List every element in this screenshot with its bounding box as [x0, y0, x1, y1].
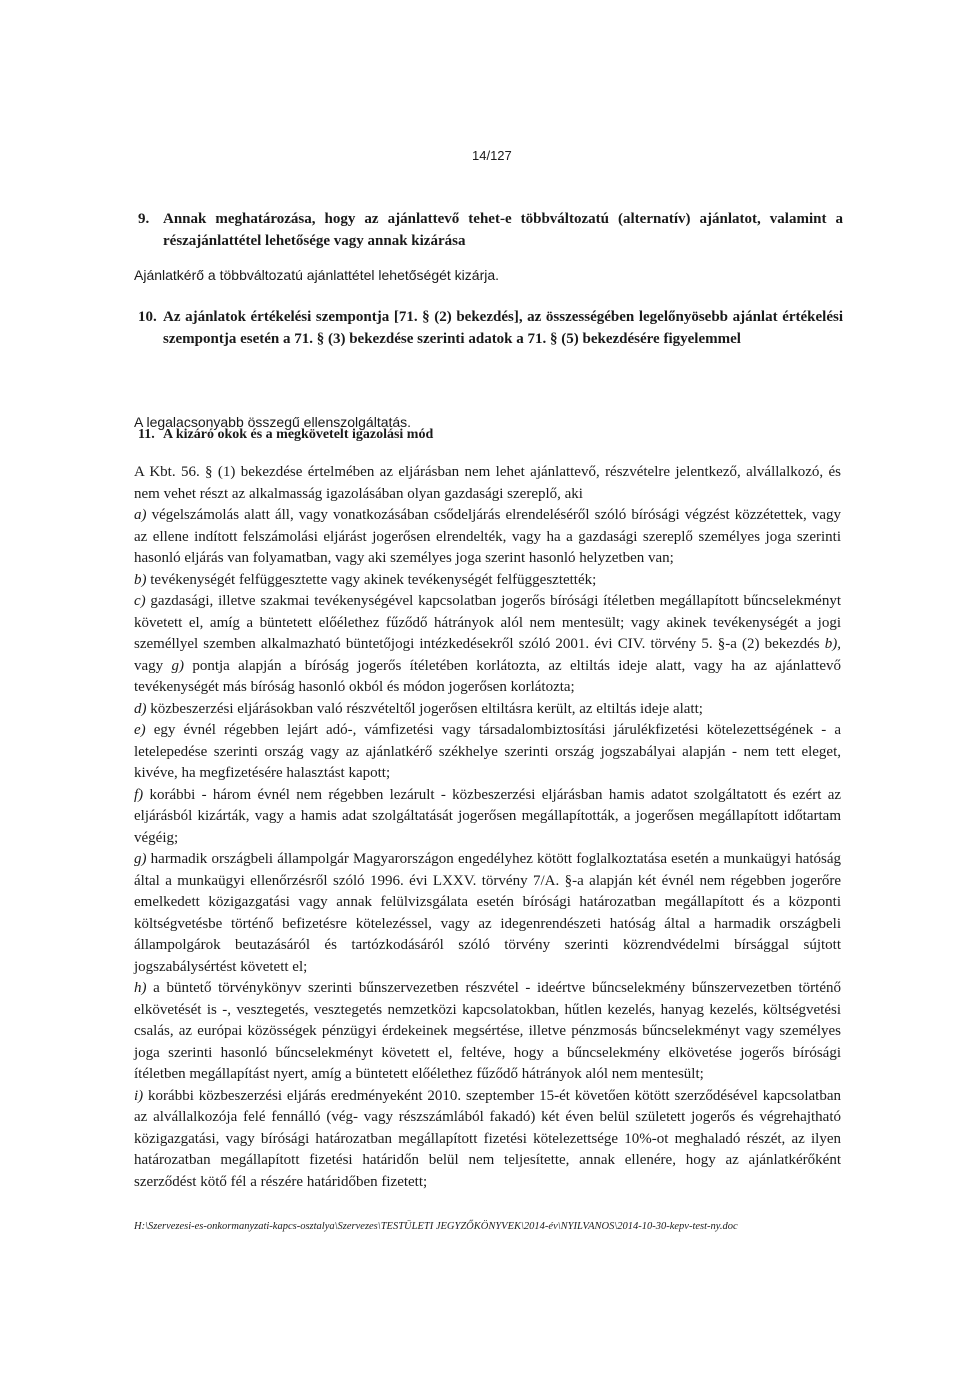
page-number: 14/127 — [472, 148, 512, 163]
item-a-label: a) — [134, 507, 147, 523]
item-b-label: b) — [134, 571, 147, 588]
section-10-heading — [138, 307, 843, 350]
section-9-heading — [138, 209, 843, 252]
item-d-text: közbeszerzési eljárásokban való részvételtől jogerősen eltiltásra került, az eltiltás ideje alatt; — [150, 700, 703, 717]
item-c-text-3: pontja alapján a bíróság jogerős ítéletében korlátozta, az eltiltás ideje alatt, vagy ha az ajánlattevő tevékenységét más bíróság hasonló okból és módon jogerősen korlátozta; — [134, 657, 842, 695]
section-9-number: 9. — [138, 211, 150, 227]
section-11-number: 11. — [138, 427, 155, 442]
section-10-title: Az ajánlatok értékelési szempontja [71. § (2) bekezdés], az összességében legelőnyösebb ajánlat értékelési szempontja esetén a 71. § (3) bekezdése szerinti adatok a 71. § (5) bekezdésére figyelemmel — [163, 309, 843, 347]
item-h — [134, 978, 841, 1086]
item-d-label: d) — [134, 700, 147, 717]
item-b — [134, 570, 841, 592]
item-g-text: harmadik országbeli állampolgár Magyarországon engedélyhez kötött foglalkoztatása esetén a munkaügyi hatóság által a munkaügyi ellenőrzésről szóló 1996. évi LXXV. törvény 7/A. §-a alapján két évnél nem régebben jogerőre emelkedett közigazgatási vagy annak felülvizsgálata esetén bírósági határozatban megállapított és a központi költségvetésbe történő befizetésre kötelezéssel, vagy az idegenrendészeti hatóság által a harmadik országbeli állampolgárok beutazásáról és tartózkodásáról szóló törvény szerinti közrendvédelmi bírsággal sújtott jogszabálysértést követett el; — [134, 851, 842, 975]
item-f-text: korábbi - három évnél nem régebben lezárult - közbeszerzési eljárásban hamis adatot szolgáltatott és ezért az eljárásból kizárták, vagy a hamis adat szolgáltatását jogerősen megállapították, a jogerősen megállapított időtartam végéig; — [134, 786, 842, 846]
item-g — [134, 849, 841, 978]
item-a-text: végelszámolás alatt áll, vagy vonatkozásában csődeljárás elrendeléséről szóló bírósági végzést közzétettek, vagy az ellene indított felszámolási eljárást jogerősen elrendelték, vagy ha a gazdasági szereplő személyes joga szerinti hasonló eljárás van folyamatban, vagy aki személyes joga szerint hasonló helyzetben van; — [134, 507, 842, 566]
item-d — [134, 699, 841, 721]
item-g-label: g) — [134, 851, 147, 867]
item-c-text-1: gazdasági, illetve szakmai tevékenységével kapcsolatban jogerős bírósági ítéletben megállapított bűncselekményt követett el, amíg a büntetett előélethez fűződő hátrányok alól nem mentesült; vagy akinek tevékenységét a jogi személlyel szemben alkalmazható büntetőjogi intézkedésekről szóló 2001. évi CIV. törvény 5. §-a (2) bekezdés — [134, 593, 841, 652]
item-f-label: f) — [134, 786, 144, 803]
item-h-label: h) — [134, 980, 147, 996]
exclusion-grounds-text — [134, 462, 841, 1193]
file-path-footer: H:\Szervezesi-es-onkormanyzati-kapcs-osztalya\Szervezes\TESTÜLETI JEGYZŐKÖNYVEK\2014-év\NYILVANOS\2014-10-30-kepv-test-ny.doc — [134, 1221, 738, 1232]
item-c-text-2: vagy — [134, 657, 164, 674]
item-c-ref-2: g) — [171, 657, 184, 674]
item-i-label: i) — [134, 1087, 144, 1104]
section-10-number: 10. — [138, 309, 157, 325]
section-9-title: Annak meghatározása, hogy az ajánlattevő tehet-e többváltozatú (alternatív) ajánlatot, valamint a részajánlattétel lehetősége vagy annak kizárása — [163, 211, 843, 249]
item-f — [134, 785, 841, 850]
section-11-heading — [138, 424, 843, 446]
section-9-answer: Ajánlatkérő a többváltozatú ajánlattétel lehetőségét kizárja. — [134, 267, 500, 283]
item-h-text: a büntető törvénykönyv szerinti bűnszervezetben részvétel - ideértve bűncselekmény bűnszervezetben történő elkövetését is -, vesztegetés, vesztegetés nemzetközi kapcsolatokban, hűtlen kezelés, hanyag kezelés, költségvetési csalás, az európai közösségek pénzügyi érdekeinek megsértése, illetve pénzmosás bűncselekményt vagy személyes joga szerinti hasonló bűncselekményt követett el, feltéve, hogy a bűncselekmény elkövetése jogerős bírósági ítéletben megállapítást nyert, amíg a büntetett előélethez fűződő hátrányok alól nem mentesült; — [134, 980, 842, 1082]
item-i-text: korábbi közbeszerzési eljárás eredményeként 2010. szeptember 15-ét követően kötött szerződésével kapcsolatban az alvállalkozója felé fennálló (vég- vagy részszámlából fakadó) két éven belül született jogerős és végrehajtható közigazgatási, vagy bírósági határozatban megállapított fizetési kötelezettsége 10%-ot meghaladó részét, az ilyen határozatban megállapított fizetési határidőn belül nem teljesítette, annak ellenére, hogy az ajánlatkérőként szerződést kötő fél a részére határidőben fizetett; — [134, 1087, 842, 1190]
item-c-label: c) — [134, 593, 146, 609]
item-e — [134, 720, 841, 785]
section-10-answer: A legalacsonyabb összegű ellenszolgáltatás. — [134, 414, 412, 430]
item-a — [134, 505, 841, 570]
item-e-label: e) — [134, 722, 146, 738]
intro-paragraph: A Kbt. 56. § (1) bekezdése értelmében az eljárásban nem lehet ajánlattevő, részvételre jelentkező, alvállalkozó, és nem vehet részt az alkalmasság igazolásában olyan gazdasági szereplő, aki — [134, 464, 841, 502]
item-c-ref-1: b), — [824, 636, 841, 652]
item-e-text: egy évnél régebben lejárt adó-, vámfizetési vagy társadalombiztosítási járulékfizetési kötelezettségének - a letelepedése szerinti ország vagy az ajánlatkérő székhelye szerinti ország jogszabályai alapján - nem tett eleget, kivéve, ha megfizetésére halasztást kapott; — [134, 722, 841, 781]
item-c — [134, 591, 841, 699]
item-b-text: tevékenységét felfüggesztette vagy akinek tevékenységét felfüggesztették; — [150, 571, 597, 588]
item-i — [134, 1086, 841, 1194]
section-11-title: A kizáró okok és a megkövetelt igazolási mód — [163, 427, 434, 442]
